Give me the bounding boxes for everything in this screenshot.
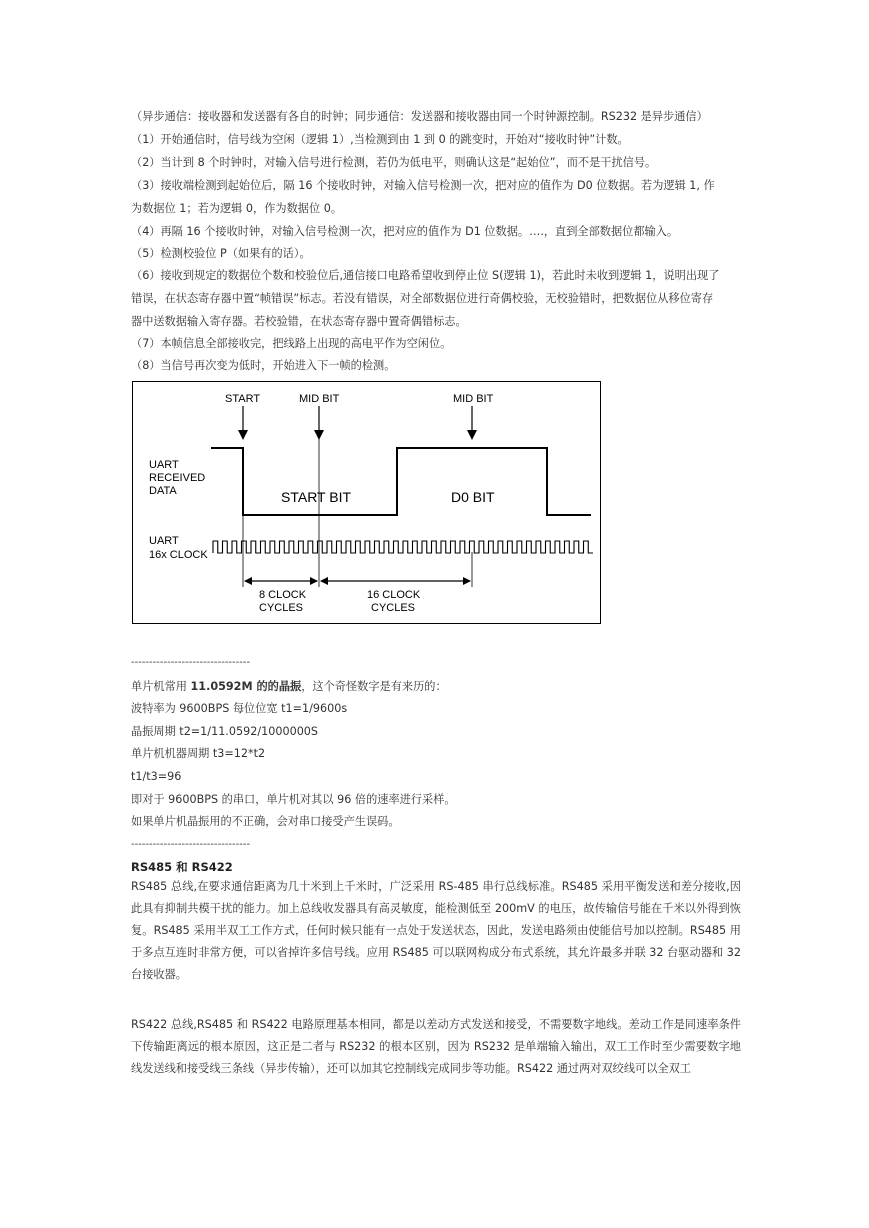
mid-bit-2-arrow-head (467, 430, 477, 440)
label-16-clock: 16 CLOCK (367, 589, 421, 601)
separator-1: --------------------------------- (131, 657, 251, 668)
label-received: RECEIVED (149, 472, 206, 484)
16-clock-span-left-head (320, 577, 328, 585)
intro-line-1: （1）开始通信时，信号线为空闲（逻辑 1）,当检测到由 1 到 0 的跳变时，开始对“接收时钟”计数。 (131, 133, 629, 146)
intro-line-2: （2）当计到 8 个时钟时，对输入信号进行检测，若仍为低电平，则确认这是“起始位”，而不是干扰信号。 (131, 156, 657, 169)
crystal-line-6: 即对于 9600BPS 的串口，单片机对其以 96 倍的速率进行采样。 (131, 793, 456, 806)
intro-line-3b: 为数据位 1；若为逻辑 0，作为数据位 0。 (131, 202, 343, 215)
label-data: DATA (149, 485, 177, 497)
intro-line-4: （4）再隔 16 个接收时钟，对输入信号检测一次，把对应的值作为 D1 位数据。….，直到全部数据位都输入。 (131, 225, 679, 238)
crystal-line-1-pre: 单片机常用 (131, 680, 191, 693)
label-d0-bit: D0 BIT (451, 489, 495, 505)
label-cycles-1: CYCLES (259, 602, 304, 614)
rs485-paragraph: RS485 总线,在要求通信距离为几十米到上千米时，广泛采用 RS-485 串行总线标准。RS485 采用平衡发送和差分接收,因此具有抑制共模干扰的能力。加上总线收发器具有高灵敏度，能检测低至 200mV 的电压，故传输信号能在千米以外得到恢复。RS485 采用半双工工作方式，任何时候只能有一点处于发送状态，因此，发送电路须由使能信号加以控制。RS485 用于多点互连时非常方便，可以省掉许多信号线。应用 RS485 可以联网构成分布式系统，其允许最多并联 32 台驱动器和 32 台接收器。 (131, 880, 741, 981)
intro-line-5: （5）检测校验位 P（如果有的话）。 (131, 247, 311, 260)
crystal-line-1 (131, 679, 741, 695)
label-8-clock: 8 CLOCK (259, 589, 307, 601)
label-mid-bit-2: MID BIT (453, 393, 494, 405)
label-uart-2: UART (149, 535, 179, 547)
intro-line-7: （7）本帧信息全部接收完，把线路上出现的高电平作为空闲位。 (131, 337, 452, 350)
intro-line-8: （8）当信号再次变为低时，开始进入下一帧的检测。 (131, 359, 396, 372)
label-16x-clock: 16x CLOCK (149, 549, 208, 561)
start-arrow-head (238, 430, 248, 440)
uart-timing-svg (133, 382, 602, 625)
uart-16x-clock-waveform (213, 541, 593, 553)
separator-2: --------------------------------- (131, 839, 251, 850)
label-cycles-2: CYCLES (371, 602, 416, 614)
intro-line-0: （异步通信：接收器和发送器有各自的时钟；同步通信：发送器和接收器由同一个时钟源控制。RS232 是异步通信） (131, 110, 708, 123)
intro-line-3a: （3）接收端检测到起始位后，隔 16 个接收时钟，对输入信号检测一次，把对应的值作为 D0 位数据。若为逻辑 1, 作 (131, 179, 715, 192)
crystal-line-5: t1/t3=96 (131, 770, 182, 783)
crystal-line-1-post: ，这个奇怪数字是有来历的： (301, 680, 447, 693)
label-start-bit: START BIT (281, 489, 352, 505)
mid-bit-1-arrow-head (314, 430, 324, 440)
intro-line-6b: 错误，在状态寄存器中置“帧错误”标志。若没有错误，对全部数据位进行奇偶校验，无校验错时，把数据位从移位寄存 (131, 292, 714, 305)
label-uart-1: UART (149, 459, 179, 471)
uart-received-data-waveform (211, 448, 591, 515)
8-clock-span-left-head (244, 577, 252, 585)
rs485-rs422-heading: RS485 和 RS422 (131, 860, 233, 874)
label-start: START (225, 393, 261, 405)
8-clock-span-right-head (310, 577, 318, 585)
16-clock-span-right-head (463, 577, 471, 585)
crystal-line-4: 单片机机器周期 t3=12*t2 (131, 747, 266, 760)
crystal-line-2: 波特率为 9600BPS 每位位宽 t1=1/9600s (131, 702, 348, 715)
intro-line-6a: （6）接收到规定的数据位个数和校验位后,通信接口电路希望收到停止位 S(逻辑 1)，若此时未收到逻辑 1，说明出现了 (131, 269, 720, 282)
crystal-line-7: 如果单片机晶振用的不正确，会对串口接受产生误码。 (131, 815, 400, 828)
intro-line-6c: 器中送数据输入寄存器。若校验错，在状态寄存器中置奇偶错标志。 (131, 315, 467, 328)
label-mid-bit-1: MID BIT (299, 393, 340, 405)
uart-timing-diagram (132, 381, 601, 624)
crystal-line-3: 晶振周期 t2=1/11.0592/1000000S (131, 725, 319, 738)
rs422-paragraph: RS422 总线,RS485 和 RS422 电路原理基本相同，都是以差动方式发送和接受，不需要数字地线。差动工作是同速率条件下传输距离远的根本原因，这正是二者与 RS232 的根本区别，因为 RS232 是单端输入输出，双工工作时至少需要数字地线发送线和接受线三条线（异步传输），还可以加其它控制线完成同步等功能。RS422 通过两对双绞线可以全双工 (131, 1018, 741, 1075)
crystal-line-1-bold: 11.0592M 的的晶振 (190, 680, 302, 693)
